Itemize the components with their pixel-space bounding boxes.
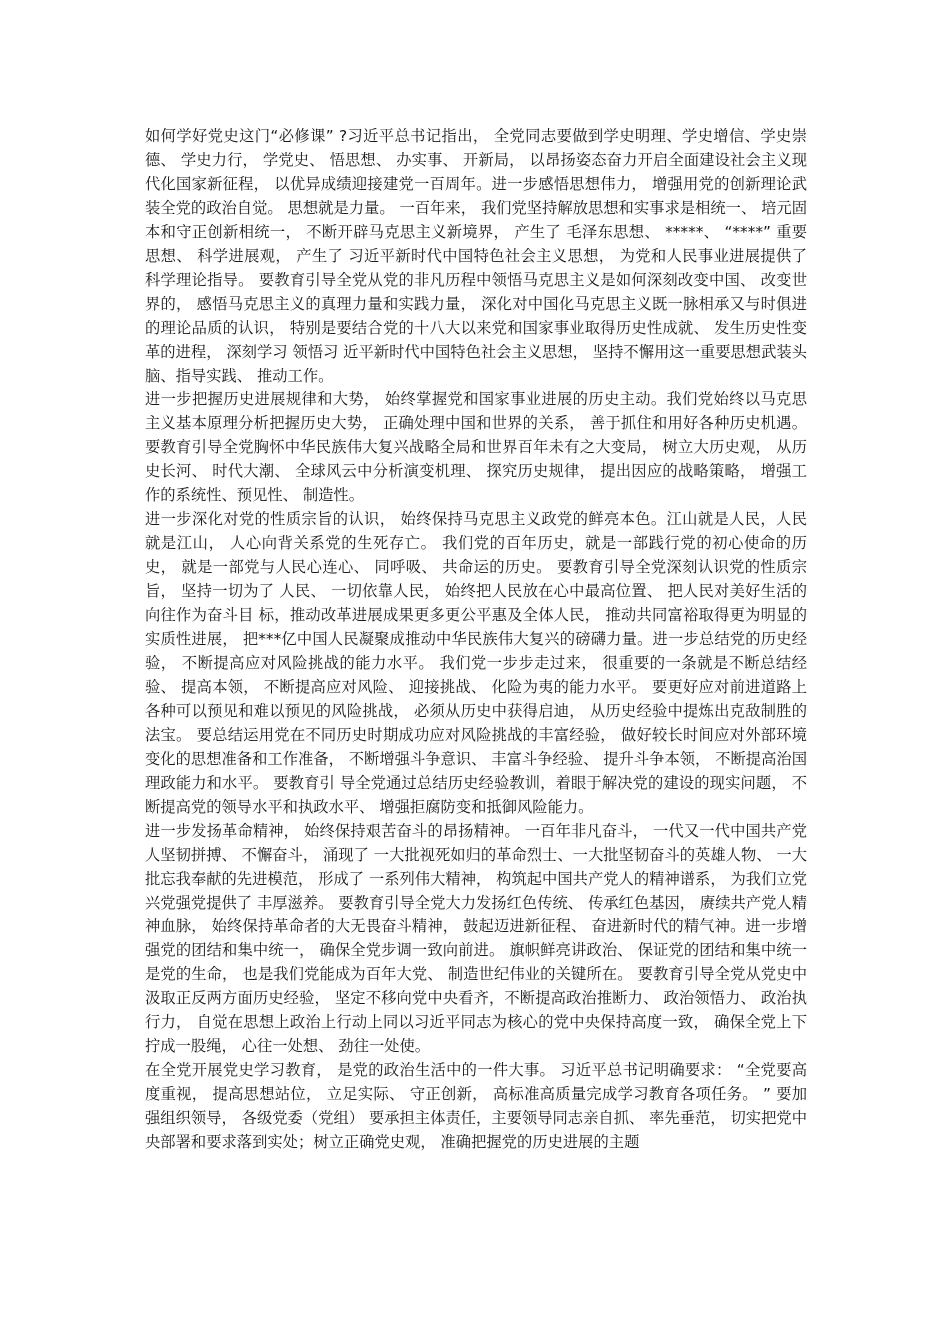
- paragraph-study-education: 在全党开展党史学习教育， 是党的政治生活中的一件大事。 习近平总书记明确要求： “全党要高度重视， 提高思想站位， 立足实际、 守正创新， 高标准高质量完成学习教育各项任务。 ” 要加强组织领导， 各级党委（党组） 要承担主体责任，主要领导同志亲自抓、 率先垂范， 切实把党中央部署和要求落到实处；树立正确党史观， 准确把握党的历史进展的主题: [145, 1061, 807, 1152]
- document-body: [145, 125, 807, 1155]
- paragraph-revolutionary-spirit: 进一步发扬革命精神， 始终保持艰苦奋斗的昂扬精神。 一百年非凡奋斗， 一代又一代中国共产党人坚韧拼搏、 不懈奋斗， 涌现了 一大批视死如归的革命烈士、一大批坚韧奋斗的英雄人物、 一大批忘我奉献的先进模范， 形成了 一系列伟大精神， 构筑起中国共产党人的精神谱系， 为我们立党兴党强党提供了 丰厚滋养。 要教育引导全党大力发扬红色传统、 传承红色基因， 赓续共产党人精神血脉， 始终保持革命者的大无畏奋斗精神， 鼓起迈进新征程、 奋进新时代的精气神。进一步增强党的团结和集中统一， 确保全党步调一致向前进。 旗帜鲜亮讲政治、 保证党的团结和集中统一是党的生命， 也是我们党能成为百年大党、 制造世纪伟业的关键所在。 要教育引导全党从党史中汲取正反两方面历史经验， 坚定不移向党中央看齐，不断提高政治推断力、 政治领悟力、 政治执行力， 自觉在思想上政治上行动上同以习近平同志为核心的党中央保持高度一致， 确保全党上下拧成一股绳， 心往一处想、 劲往一处使。: [145, 821, 807, 1056]
- paragraph-party-nature: 进一步深化对党的性质宗旨的认识， 始终保持马克思主义政党的鲜亮本色。江山就是人民，人民就是江山， 人心向背关系党的生死存亡。 我们党的百年历史，就是一部践行党的初心使命的历史， 就是一部党与人民心连心、 同呼吸、 共命运的历史。 要教育引导全党深刻认识党的性质宗旨， 坚持一切为了 人民、 一切依靠人民， 始终把人民放在心中最高位置、 把人民对美好生活的向往作为奋斗目 标，推动改革进展成果更多更公平惠及全体人民， 推动共同富裕取得更为明显的实质性进展， 把***亿中国人民凝聚成推动中华民族伟大复兴的磅礴力量。进一步总结党的历史经验， 不断提高应对风险挑战的能力水平。 我们党一步步走过来， 很重要的一条就是不断总结经验、 提高本领， 不断提高应对风险、 迎接挑战、 化险为夷的能力水平。 要更好应对前进道路上各种可以预见和难以预见的风险挑战， 必须从历史中获得启迪， 从历史经验中提炼出克敌制胜的法宝。 要总结运用党在不同历史时期成功应对风险挑战的丰富经验， 做好较长时间应对外部环境变化的思想准备和工作准备， 不断增强斗争意识、 丰富斗争经验、 提升斗争本领， 不断提高治国理政能力和水平。 要教育引 导全党通过总结历史经验教训，着眼于解决党的建设的现实问题， 不断提高党的领导水平和执政水平、 增强拒腐防变和抵御风险能力。: [145, 510, 807, 816]
- paragraph-historical-trends: 进一步把握历史进展规律和大势， 始终掌握党和国家事业进展的历史主动。我们党始终以马克思主义基本原理分析把握历史大势， 正确处理中国和世界的关系， 善于抓住和用好各种历史机遇。 要教育引导全党胸怀中华民族伟大复兴战略全局和世界百年未有之大变局， 树立大历史观， 从历史长河、 时代大潮、 全球风云中分析演变机理、 探究历史规律， 提出因应的战略策略， 增强工作的系统性、预见性、 制造性。: [145, 390, 807, 505]
- paragraph-study-party-history: 如何学好党史这门“必修课” ?习近平总书记指出， 全党同志要做到学史明理、学史增信、学史崇德、 学史力行， 学党史、 悟思想、 办实事、 开新局， 以昂扬姿态奋力开启全面建设社会主义现代化国家新征程， 以优异成绩迎接建党一百周年。进一步感悟思想伟力， 增强用党的创新理论武装全党的政治自觉。 思想就是力量。 一百年来， 我们党坚持解放思想和实事求是相统一、 培元固本和守正创新相统一， 不断开辟马克思主义新境界， 产生了 毛泽东思想、 *****、 “****” 重要思想、 科学进展观， 产生了 习近平新时代中国特色社会主义思想， 为党和人民事业进展提供了 科学理论指导。 要教育引导全党从党的非凡历程中领悟马克思主义是如何深刻改变中国、 改变世界的， 感悟马克思主义的真理力量和实践力量， 深化对中国化马克思主义既一脉相承又与时俱进的理论品质的认识， 特别是要结合党的十八大以来党和国家事业取得历史性成就、 发生历史性变革的进程， 深刻学习 领悟习 近平新时代中国特色社会主义思想， 坚持不懈用这一重要思想武装头脑、指导实践、 推动工作。: [145, 127, 807, 385]
